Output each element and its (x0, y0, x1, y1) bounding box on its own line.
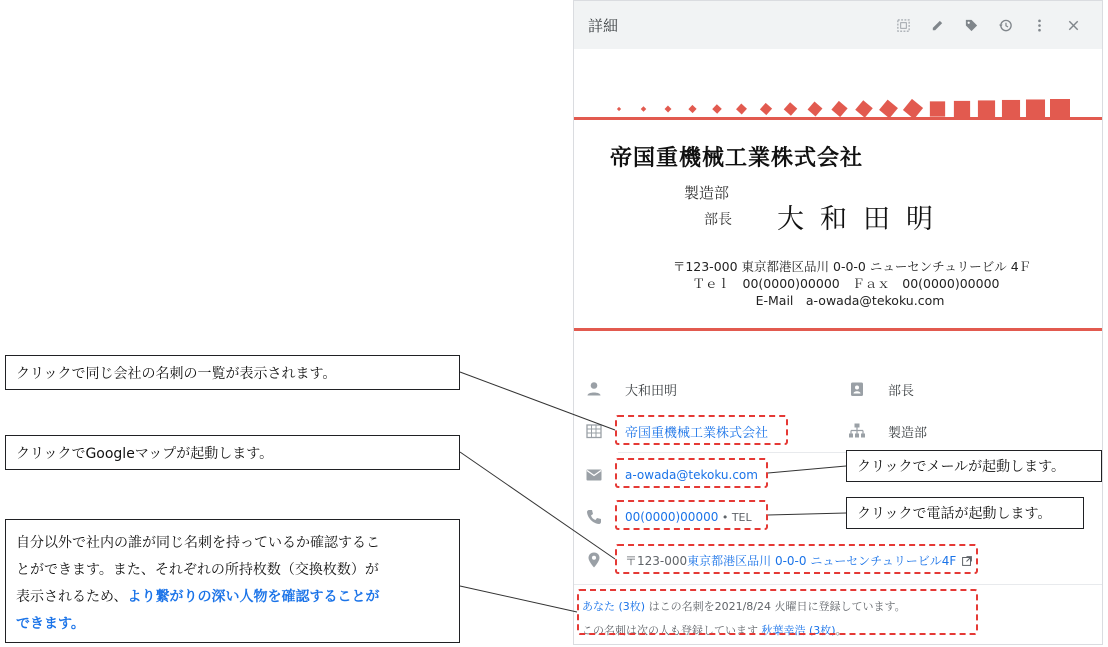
more-vert-icon[interactable] (1024, 10, 1054, 40)
card-role: 部長 (704, 212, 732, 228)
card-decoration-square (978, 100, 995, 117)
badge-icon (847, 379, 867, 399)
company-link[interactable]: 帝国重機械工業株式会社 (625, 425, 769, 441)
card-top-line (574, 117, 1102, 120)
card-address: 〒123-000 東京都港区品川 0-0-0 ニューセンチュリービル 4Ｆ (672, 259, 1032, 274)
card-decoration-square (855, 100, 873, 118)
callout-company-list: クリックで同じ会社の名刺の一覧が表示されます。 (5, 355, 460, 390)
card-decoration-square (879, 100, 898, 119)
building-icon (584, 421, 604, 441)
card-company: 帝国重機械工業株式会社 (610, 146, 864, 171)
name-row (584, 374, 677, 404)
card-decoration-square (736, 104, 747, 115)
card-decoration-square (1026, 99, 1045, 118)
card-decoration-square (954, 101, 970, 117)
close-icon[interactable] (1058, 10, 1088, 40)
scan-icon[interactable] (888, 10, 918, 40)
callout-other-holders (5, 519, 460, 643)
location-pin-icon (584, 550, 604, 570)
postal-code: 〒123-000 (625, 553, 688, 568)
tag-icon[interactable] (956, 10, 986, 40)
card-telfax: Ｔｅｌ 00(0000)00000 Ｆａｘ 00(0000)00000 (692, 276, 1000, 291)
phone-link[interactable]: 00(0000)00000 (625, 510, 719, 524)
you-link[interactable]: あなた (3枚) (582, 600, 646, 613)
business-card-image (574, 49, 1102, 349)
callout-line-1: 自分以外で社内の誰が同じ名刺を持っているか確認するこ (16, 535, 380, 551)
card-decoration-square (641, 106, 647, 112)
card-decoration-square (665, 106, 672, 113)
card-decoration-square (784, 102, 798, 116)
card-decoration-square (930, 101, 945, 116)
contact-department: 製造部 (888, 425, 928, 441)
phone-icon (584, 507, 604, 527)
panel-header (574, 1, 1102, 49)
email-highlight (615, 458, 768, 488)
card-decoration-square (808, 102, 823, 117)
registration-highlight (577, 589, 978, 635)
registered-text: はこの名刺を2021/8/24 火曜日に登録しています。 (645, 600, 906, 613)
callout-line-3a: 表示されるため、 (16, 589, 128, 605)
contact-title: 部長 (888, 383, 915, 399)
card-decoration-square (760, 103, 772, 115)
card-decoration-square (617, 107, 621, 111)
callout-line-4: できます。 (16, 616, 85, 632)
email-link[interactable]: a-owada@tekoku.com (625, 468, 758, 482)
card-decoration-square (712, 104, 722, 114)
card-email: E-Mail a-owada@tekoku.com (755, 293, 945, 308)
others-link[interactable]: 秋葉幸浩 (3枚) (761, 624, 836, 637)
mail-icon (584, 465, 604, 485)
callout-mail: クリックでメールが起動します。 (846, 450, 1102, 482)
callout-line-3 (16, 584, 379, 611)
company-highlight (615, 415, 788, 445)
divider (574, 584, 1102, 585)
phone-suffix: • TEL (718, 511, 752, 524)
history-icon[interactable] (990, 10, 1020, 40)
pencil-icon[interactable] (922, 10, 952, 40)
phone-highlight (615, 500, 768, 530)
callout-highlight-text: より繋がりの深い人物を確認することが (127, 589, 380, 605)
card-decoration-square (688, 105, 696, 113)
card-decoration-square (831, 101, 847, 117)
card-decoration-square (1002, 100, 1020, 118)
address-link[interactable]: 東京都港区品川 0-0-0 ニューセンチュリービル4F (687, 553, 957, 568)
callout-line-2: とができます。また、それぞれの所持枚数（交換枚数）が (16, 562, 379, 578)
person-icon (584, 379, 604, 399)
others-end: 。 (835, 624, 847, 637)
card-decoration-square (1050, 99, 1070, 119)
org-chart-icon (847, 421, 867, 441)
address-highlight (615, 544, 978, 574)
panel-title: 詳細 (588, 16, 619, 35)
contact-name: 大和田明 (625, 383, 678, 399)
others-text: この名刺は次の人も登録しています (582, 624, 762, 637)
card-name: 大和田明 (777, 204, 949, 235)
callout-phone: クリックで電話が起動します。 (846, 497, 1084, 529)
department-row (847, 416, 927, 446)
card-bottom-line (574, 328, 1102, 331)
card-department: 製造部 (684, 184, 730, 202)
callout-maps: クリックでGoogleマップが起動します。 (5, 435, 460, 470)
title-row (847, 374, 914, 404)
